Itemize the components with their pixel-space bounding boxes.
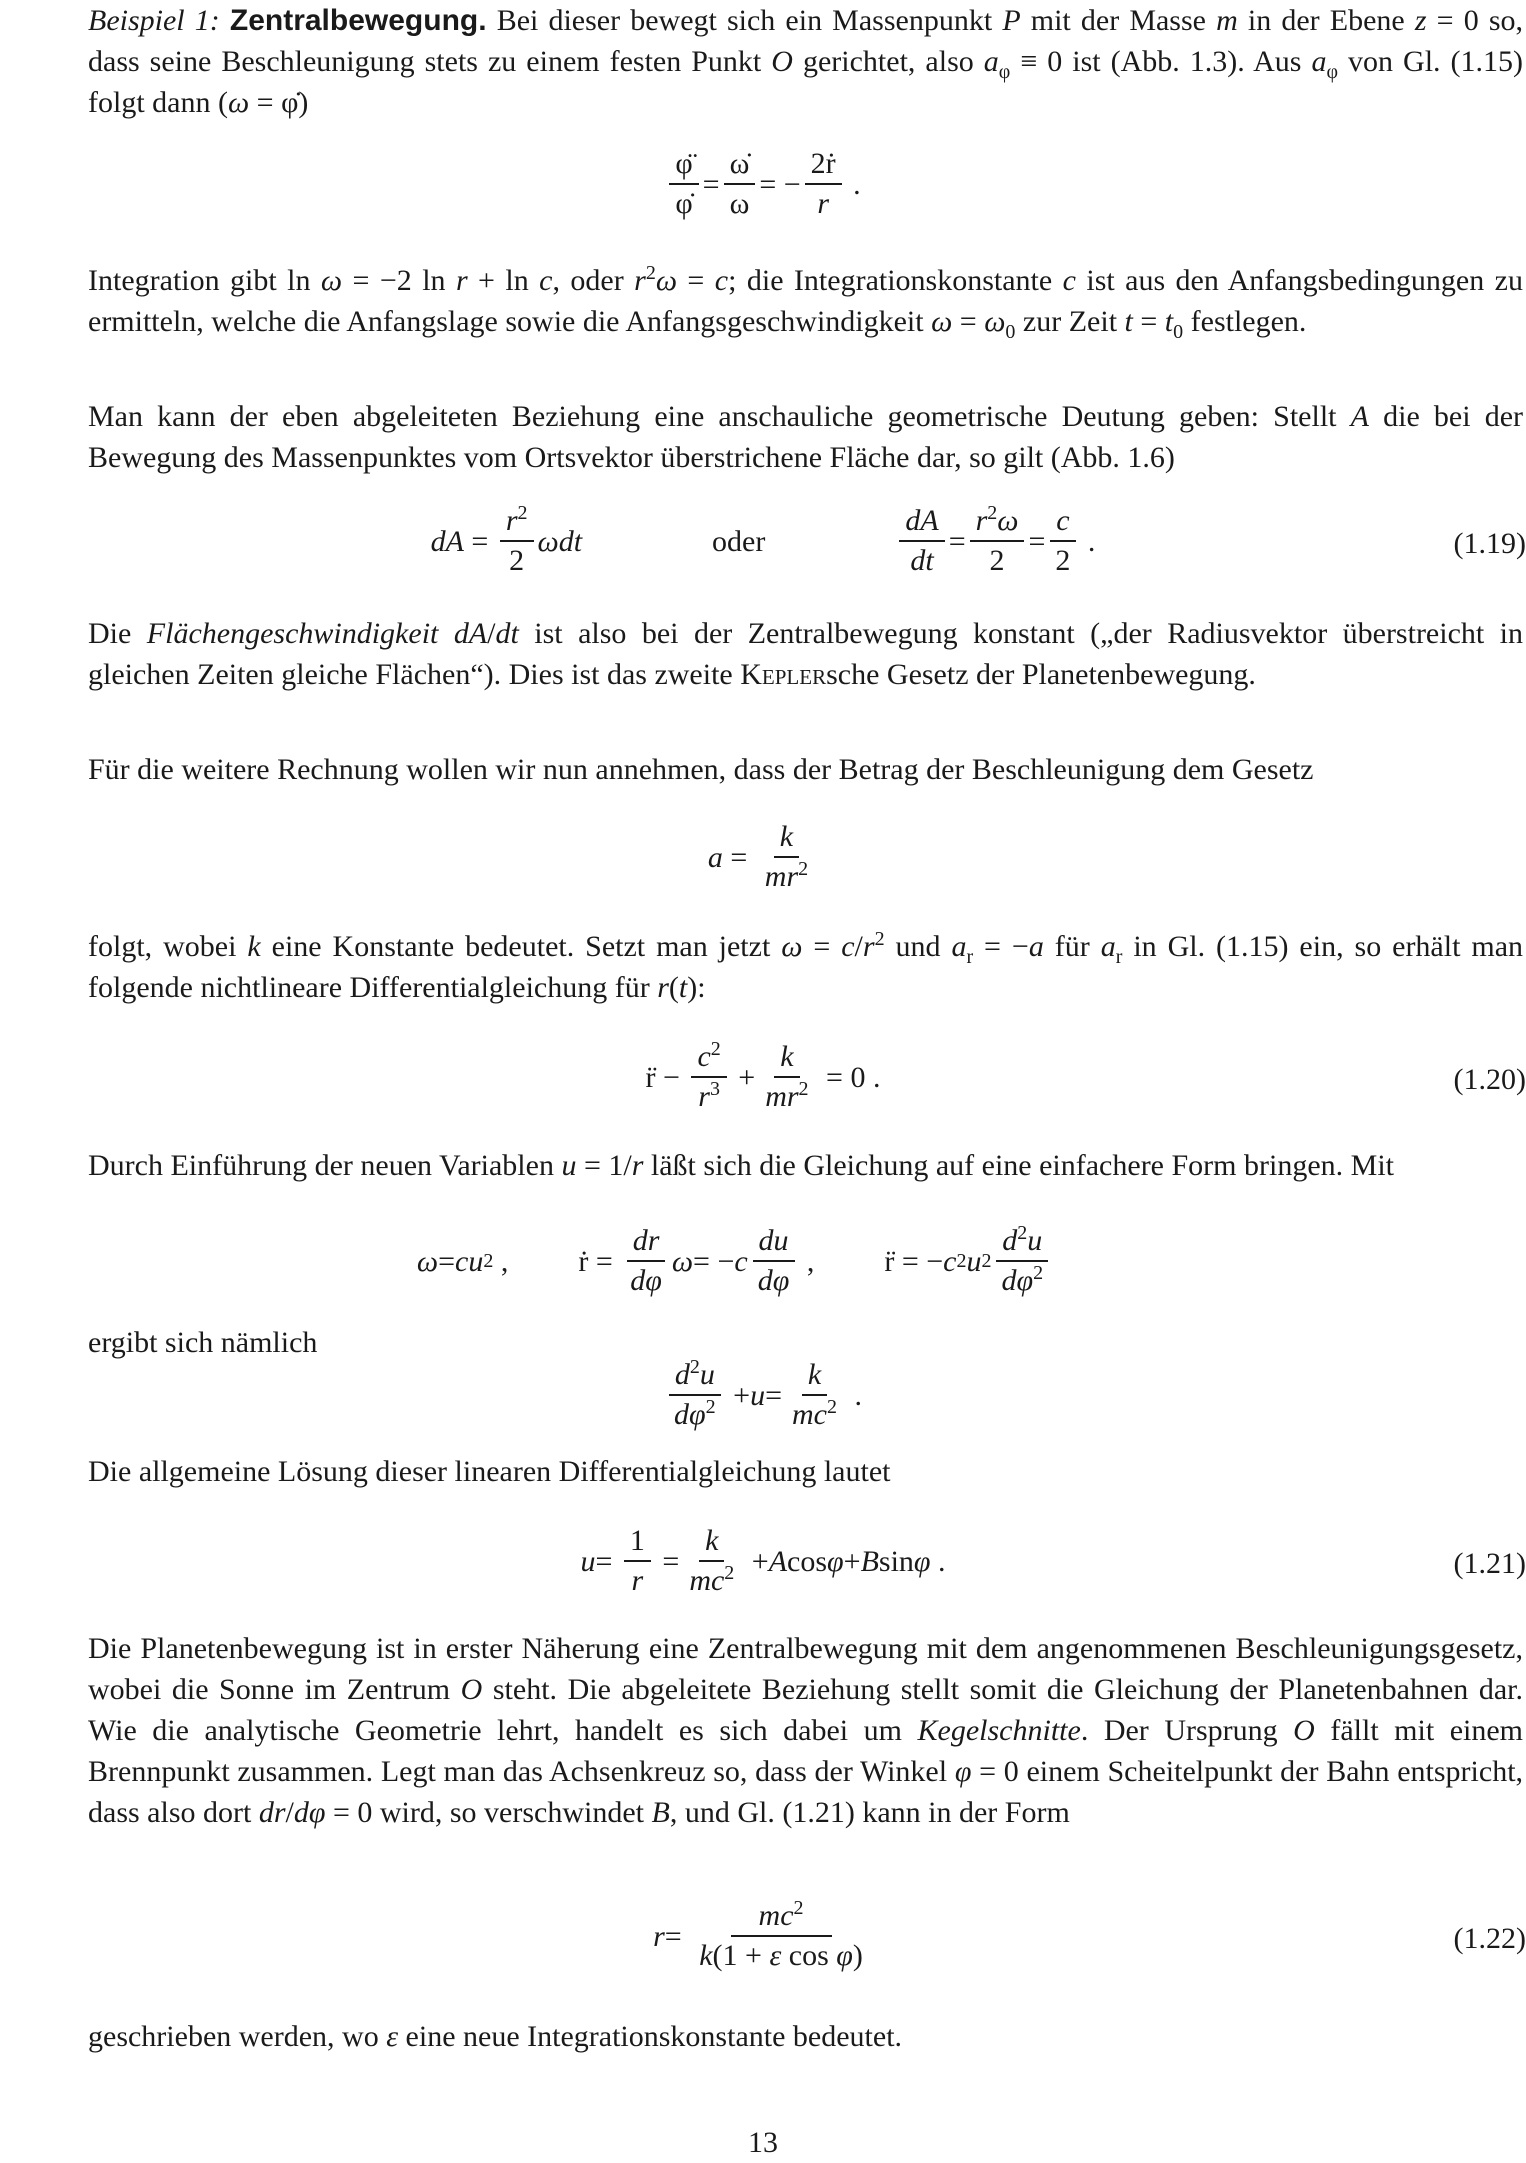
example-label: Beispiel 1: xyxy=(88,4,220,37)
paragraph-integration: Integration gibt ln ω = −2 ln r + ln c, oder $r^2\omega = c$; die Integrationskonstante c ist aus den Anfangsbedingungen zu ermitteln, welche die Anfangslage sowie die Anfangsgeschwindigkeit $\omega = \omega_0$ zur Zeit $t = t_0$ festlegen. xyxy=(88,262,1523,343)
equation-1-21: u = $\frac{1}{r}$ = $\frac{k}{mc^2}$ + A cos φ + B sin φ . (1.21) xyxy=(580,1524,1526,1597)
page-number: 13 xyxy=(748,2126,778,2159)
equation-1-19: dA = $\frac{r^2}{2}$ ωdt oder $\frac{dA}{dt}$ = $\frac{r^2\omega}{2}$ = $\frac{c}{2}$ . (1.19) xyxy=(430,502,1526,577)
equation-acceleration: a = $\frac{k}{mr^2}$ xyxy=(707,820,809,893)
equation-1-22: r = $\frac{mc^2}{\text{k(1 + ε cos φ)}}$ (1.22) xyxy=(653,1897,1526,1972)
equation-linear-ode: $\frac{d^2u}{d\varphi^2}$ + u = $\frac{k}{mc^2}$ . xyxy=(0,1356,1526,1434)
paragraph-substitution: Durch Einführung der neuen Variablen u = 1/r läßt sich die Gleichung auf eine einfachere Form bringen. Mit xyxy=(88,1149,1394,1182)
paragraph-results-in: ergibt sich nämlich xyxy=(88,1326,318,1359)
example-title: Zentralbewegung. xyxy=(229,4,487,37)
equation-1-20: r̈ − $\frac{c^2}{r^3}$ + $\frac{k}{mr^2}$ = 0 . (1.20) xyxy=(645,1038,1526,1113)
paragraph-geometric-meaning: Man kann der eben abgeleiteten Beziehung eine anschauliche geometrische Deutung geben: Stellt A die bei der Bewegung des Massenpunktes vom Ortsvektor überstrichene Fläche dar, so gilt (Abb. 1.6) xyxy=(88,400,1524,474)
paragraph-areal-velocity: Die Flächengeschwindigkeit dA/dt ist also bei der Zentralbewegung konstant („der Radiusvektor überstreicht in gleichen Zeiten gleiche Flächen“). Dies ist das zweite Keplersche Gesetz der Planetenbewegung. xyxy=(88,617,1524,691)
equation-number-1-22: (1.22) xyxy=(1453,1922,1526,1955)
equation-omega-ratio: $\frac{\varphï}{\varphi̇}$ = $\frac{\omegȧ}{\omega}$ = − $\frac{\text{2ṙ}}{r}$ . xyxy=(0,145,1526,223)
paragraph-integration-constant: geschrieben werden, wo ε eine neue Integrationskonstante bedeutet. xyxy=(88,2020,903,2053)
paragraph-nonlinear-ode: folgt, wobei k eine Konstante bedeutet. Setzt man jetzt $\omega = c/r^2$ und $a_r = -a$ für $a_r$ in Gl. (1.15) ein, so erhält man folgende nichtlineare Differentialgleichung für r(t): xyxy=(88,928,1524,1004)
paragraph-general-solution: Die allgemeine Lösung dieser linearen Differentialgleichung lautet xyxy=(88,1455,891,1488)
equation-substitution-relations: ω = cu 2 , ṙ = $\frac{dr}{d\varphi}$ ω = − c $\frac{du}{d\varphi}$ , r̈ = − c 2 u 2 $\frac{d^2u}{d\varphi^2}$ xyxy=(0,1222,1526,1300)
equation-number-1-21: (1.21) xyxy=(1453,1547,1526,1580)
paragraph-example-central-motion: Beispiel 1: Zentralbewegung. Bei dieser bewegt sich ein Massenpunkt P mit der Masse m in der Ebene z = 0 so, dass seine Beschleunigung stets zu einem festen Punkt O gerichtet, also $a_\varphi \equiv 0$ ist (Abb. 1.3). Aus $a_\varphi$ von Gl. (1.15) folgt dann (ω = φ̇) xyxy=(88,4,1524,119)
paragraph-acceleration-law: Für die weitere Rechnung wollen wir nun annehmen, dass der Betrag der Beschleunigung dem Gesetz xyxy=(88,753,1314,786)
equation-number-1-19: (1.19) xyxy=(1453,527,1526,560)
equation-number-1-20: (1.20) xyxy=(1453,1063,1526,1096)
paragraph-planetary-motion: Die Planetenbewegung ist in erster Näherung eine Zentralbewegung mit dem angenommenen Beschleunigungsgesetz, wobei die Sonne im Zentrum O steht. Die abgeleitete Beziehung stellt somit die Gleichung der Planetenbahnen dar. Wie die analytische Geometrie lehrt, handelt es sich dabei um Kegelschnitte. Der Ursprung O fällt mit einem Brennpunkt zusammen. Legt man das Achsenkreuz so, dass der Winkel φ = 0 einem Scheitelpunkt der Bahn entspricht, dass also dort dr/dφ = 0 wird, so verschwindet B, und Gl. (1.21) kann in der Form xyxy=(88,1632,1524,1829)
